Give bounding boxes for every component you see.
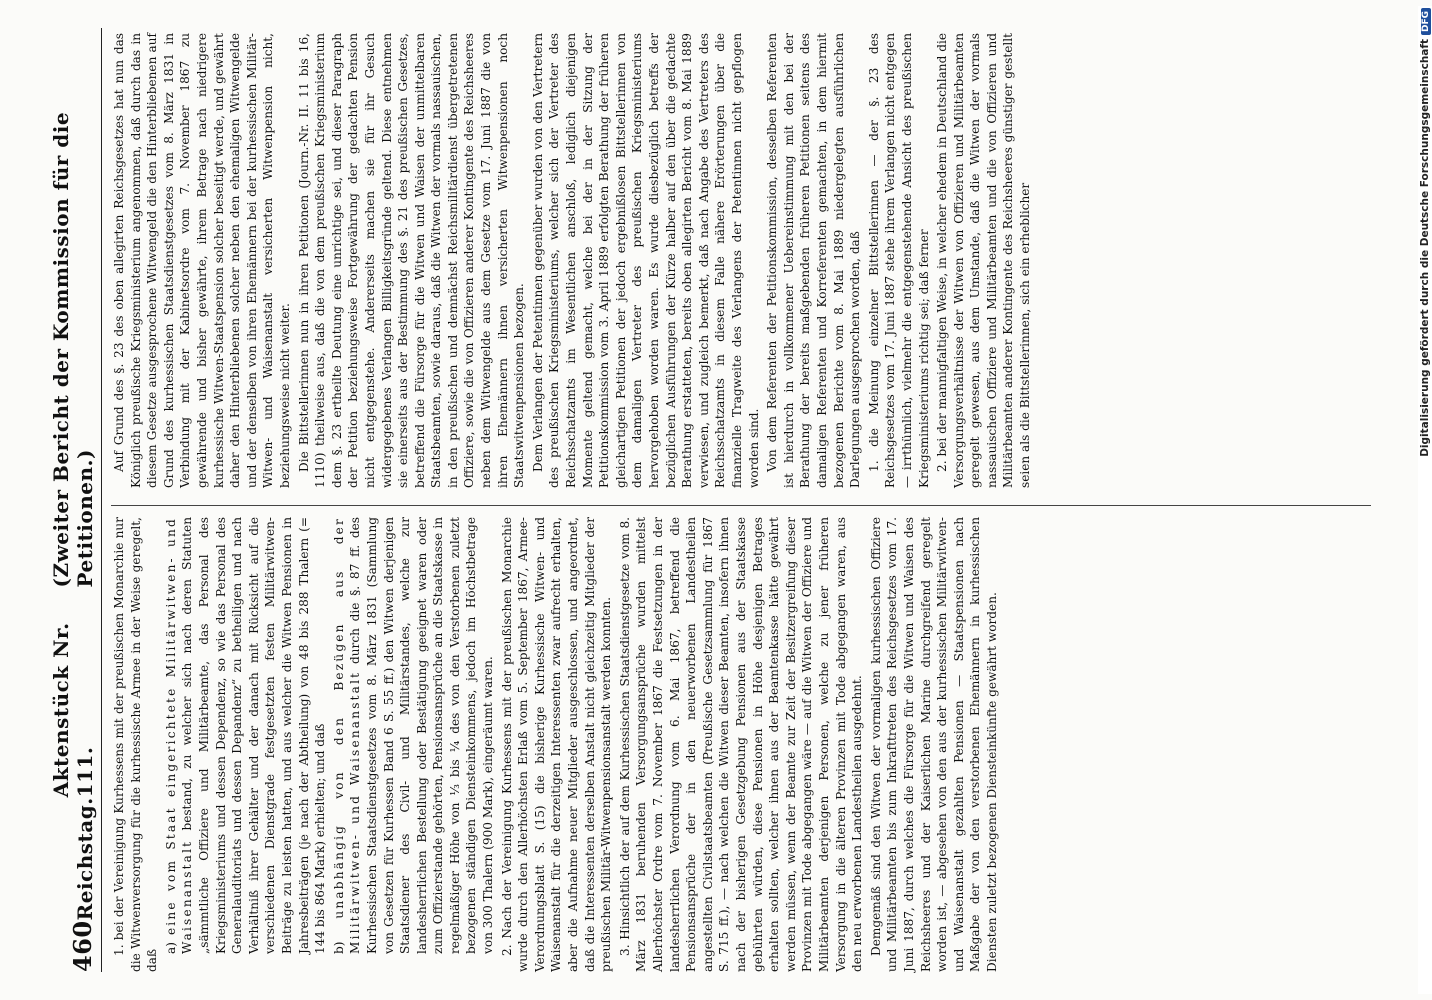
paragraph: Die Bittstellerinnen nun in ihren Petitionen (Journ.-Nr. II. 11 bis 16, 1110) theilweise aus, daß die von dem preußischen Kriegsministerium dem §. 23 ertheilte Deutung eine unrichtige sei, und dieser Paragraph der Petition beziehungsweise Fortgewährung der gedachten Pension nicht entgegenstehe. Andererseits machen sie für ihr Gesuch widergegebenes Verlangen Billigkeitsgründe geltend. Diese entnehmen sie einerseits aus der Bestimmung des §. 21 des preußischen Gesetzes, betreffend die Fürsorge für die Witwen und Waisen der unmittelbaren Staatsbeamten, sowie daraus, daß die Witwen der vormals nassauischen, in den preußischen und demnächst Reichsmilitärdienst übergetretenen Offiziere, sowie die von Offizieren anderer Kontingente des Reichsheeres neben dem Witwengelde aus dem Gesetze vom 17. Juni 1887 die von ihren Ehemännern ihnen versicherten Witwenpensionen noch Staatswitwenpensionen bezogen. [296, 33, 527, 488]
spaced-emphasis: unabhängig von den Bezügen aus der Militärwitwen- und Waisenanstalt [331, 517, 363, 954]
paragraph: 3. Hinsichtlich der auf dem Kurhessischen Staatsdienstgesetze vom 8. März 1831 beruhenden Versorgungsansprüche wurden mittelst Allerhöchster Ordre vom 7. November 1867 die Festsetzungen in der landesherrlichen Verordnung vom 6. Mai 1867, betreffend die Pensionsansprüche der in den neuerworbenen Landestheilen angestellten Civilstaatsbeamten (Preußische Gesetzsammlung für 1867 S. 715 ff.), — nach welchen die Witwen dieser Beamten, insofern ihnen nach der bisherigen Gesetzgebung Pensionen aus der Staatskasse gebührten würden, diese Pensionen in Höhe desjenigen Betrages erhalten sollten, welcher ihnen aus der Beamtenkasse hätte gewährt werden müssen, wenn der Beamte zur Zeit der Besitzergreifung dieser Provinzen mit Tode abgegangen wäre — auf die Witwen der Offiziere und Militärbeamten derjenigen Personen, welche zu jener früheren Versorgung in die älteren Provinzen mit Tode abgegangen waren, aus den neu erworbenen Landestheilen ausgedehnt. [617, 517, 865, 972]
paragraph: 1. die Meinung einzelner Bittstellerinnen — der §. 23 des Reichsgesetzes vom 17. Juni 1887 stehe ihrem Verlangen nicht entgegen — irrthümlich, vielmehr die entgegenstehende Ansicht des preußischen Kriegsministeriums richtig sei; daß ferner [866, 33, 931, 488]
page-header [49, 28, 102, 972]
paragraph: 1. bei der Vereinigung Kurhessens mit der preußischen Monarchie nur die Witwenversorgung für die kurhessische Armee in der Weise geregelt, daß [112, 517, 160, 972]
document-label: Aktenstück Nr. 111. [49, 622, 97, 798]
paragraph: Von dem Referenten der Petitionskommission, desselben Referenten ist hierdurch in vollkommener Uebereinstimmung mit den bei der Berathung der bereits maßgebenden früheren Petitionen seitens des damaligen Referenten und Korreferenten gemachten, in dem hiermit bezogenen Berichte vom 8. Mai 1889 niedergelegten ausführlichen Darlegungen ausgesprochen worden, daß [765, 33, 863, 488]
left-column [111, 517, 1002, 972]
column-divider [111, 505, 1371, 506]
paragraph-text: durch die §. 87 ff. des Kurhessischen Staatsdienstgesetzes vom 8. März 1831 (Sammlung von Gesetzen für Kurhessen Band 6 S. 55 ff.) den Witwen derjenigen Staatsdiener des Civil- und Militärstandes, welche zur landesherrlichen Bestellung oder Bestätigung geeignet waren oder zum Offizierstande gehörten, Pensionsansprüche an die Staatskasse in regelmäßiger Höhe von ⅓ bis ¼ des von den Verstorbenen zuletzt bezogenen ständigen Diensteinkommens, jedoch im Höchstbetrage von 300 Thalern (900 Mark), eingeräumt waren. [348, 517, 496, 954]
paragraph: Dem Verlangen der Petentinnen gegenüber wurden von den Vertretern des preußischen Kriegsministeriums, welcher sich der Vertreter des Reichsschatzamts im Wesentlichen anschloß, lediglich diejenigen Momente geltend gemacht, welche bei der in der Sitzung der Petitionskommission vom 3. April 1889 erfolgten Berathung der früheren gleichartigen Petitionen der jedoch ergebnißlosen Bittstellerinnen von dem damaligen Vertreter des preußischen Kriegsministeriums hervorgehoben worden waren. Es wurde diesbezüglich betreffs der bezüglichen Ausführungen der Kürze halber auf den über die gedachte Berathung erstatteten, bereits oben allegirten Bericht vom 8. Mai 1889 verwiesen, und zugleich bemerkt, daß nach Angabe des Vertreters des Reichsschatzamts in diesem Falle nähere Erörterungen über die finanzielle Tragweite des Verlangens der Petentinnen nicht gepflogen worden sind. [530, 33, 761, 488]
spaced-emphasis: eine vom Staat eingerichtete Militärwitwen- und Waisenanstalt [163, 517, 195, 954]
dfg-logo: DFG [1421, 8, 1431, 35]
paragraph: 2. Nach der Vereinigung Kurhessens mit der preußischen Monarchie wurde durch den Allerhöchsten Erlaß vom 5. September 1867, Armee-Verordnungsblatt S. (15) die bisherige Kurhessische Witwen- und Waisenanstalt für die derzeitigen Interessenten zwar aufrecht erhalten, aber die Aufnahme neuer Mitglieder ausgeschlossen, und angeordnet, daß die Interessenten derselben Anstalt nicht gleichzeitig Mitglieder der preußischen Militär-Witwenpensionsanstalt werden konnten. [499, 517, 614, 972]
credit-text: Digitalisierung gefördert durch die Deutsche Forschungsgemeinschaft [1419, 39, 1431, 457]
sub-paragraph-b [331, 517, 497, 972]
header-right-title: (Zweiter Bericht der Kommission für die Petitionen.) [49, 111, 97, 588]
paragraph: 2. bei der mannigfaltigen Weise, in welcher ehedem in Deutschland die Versorgungsverhältnisse der Witwen von Offizieren und Militärbeamten geregelt gewesen, aus dem Umstande, daß die Witwen der vormals nassauischen Offiziere und Militärbeamten und die von Offizieren und Militärbeamten anderer Kontingente des Reichsheeres günstiger gestellt seien als die Bittstellerinnen, sich ein erheblicher [935, 33, 1033, 488]
paragraph: Demgemäß sind den Witwen der vormaligen kurhessischen Offiziere und Militärbeamten bis zum Inkrafttreten des Reichsgesetzes vom 17. Juni 1887, durch welches die Fürsorge für die Witwen und Waisen des Reichsheeres und der Kaiserlichen Marine durchgreifend geregelt worden ist, — abgesehen von den aus der kurhessischen Militärwitwen- und Waisenanstalt gezahlten Pensionen — Staatspensionen nach Maßgabe der von den verstorbenen Ehemännern in kurhessischen Diensten zuletzt bezogenen Diensteinkünfte gewährt worden. [868, 517, 999, 972]
digitization-sidebar [1418, 6, 1432, 994]
rotated-page-content [41, 20, 1391, 980]
sub-paragraph-a [163, 517, 329, 972]
paragraph: Auf Grund des §. 23 des oben allegirten Reichsgesetzes hat nun das Königlich preußische Kriegsministerium angenommen, daß durch das in diesem Gesetze ausgesprochene Witwengeld die den Hinterbliebenen auf Grund des kurhessischen Staatsdienstgesetzes vom 8. März 1831 in Verbindung mit der Kabinetsordre vom 7. November 1867 zu gewährende und bisher gewährte, ihrem Betrage nach niedrigere kurhessische Witwen-Staatspension solcher beseitigt werde, und gewährt daher den Hinterbliebenen solcher neben den ehemaligen Witwengelde und der denselben von ihren Ehemännern bei der kurhessischen Militär-Witwen- und Waisenanstalt versicherten Witwenpension nicht, beziehungsweise nicht weiter. [112, 33, 292, 488]
list-marker: a) [163, 942, 178, 954]
digitization-credit [1419, 8, 1431, 988]
page-number: 460 [68, 920, 97, 972]
list-marker: b) [331, 941, 346, 954]
header-left-title: Reichstag. [73, 797, 97, 921]
paragraph-text: bestand, zu welcher sich nach deren Statuten „sämmtliche Offiziere und Militärbeamte, das Personal des Kriegsministeriums und dessen Dependenz, so wie das Personal des Generalauditoriats und dessen Depandenz“ zu betheiligen und nach Verhältniß ihrer Gehälter und der danach mit Rücksicht auf die verschiedenen Dienstgrade festgesetzten festen Militärwitwen-Beiträge zu leisten hatten, und aus welcher die Witwen Pensionen in Jahresbeiträgen (je nach der Abtheilung) von 48 bis 288 Thalern (= 144 bis 864 Mark) erhielten; und daß [180, 517, 328, 954]
right-column [111, 33, 1036, 488]
